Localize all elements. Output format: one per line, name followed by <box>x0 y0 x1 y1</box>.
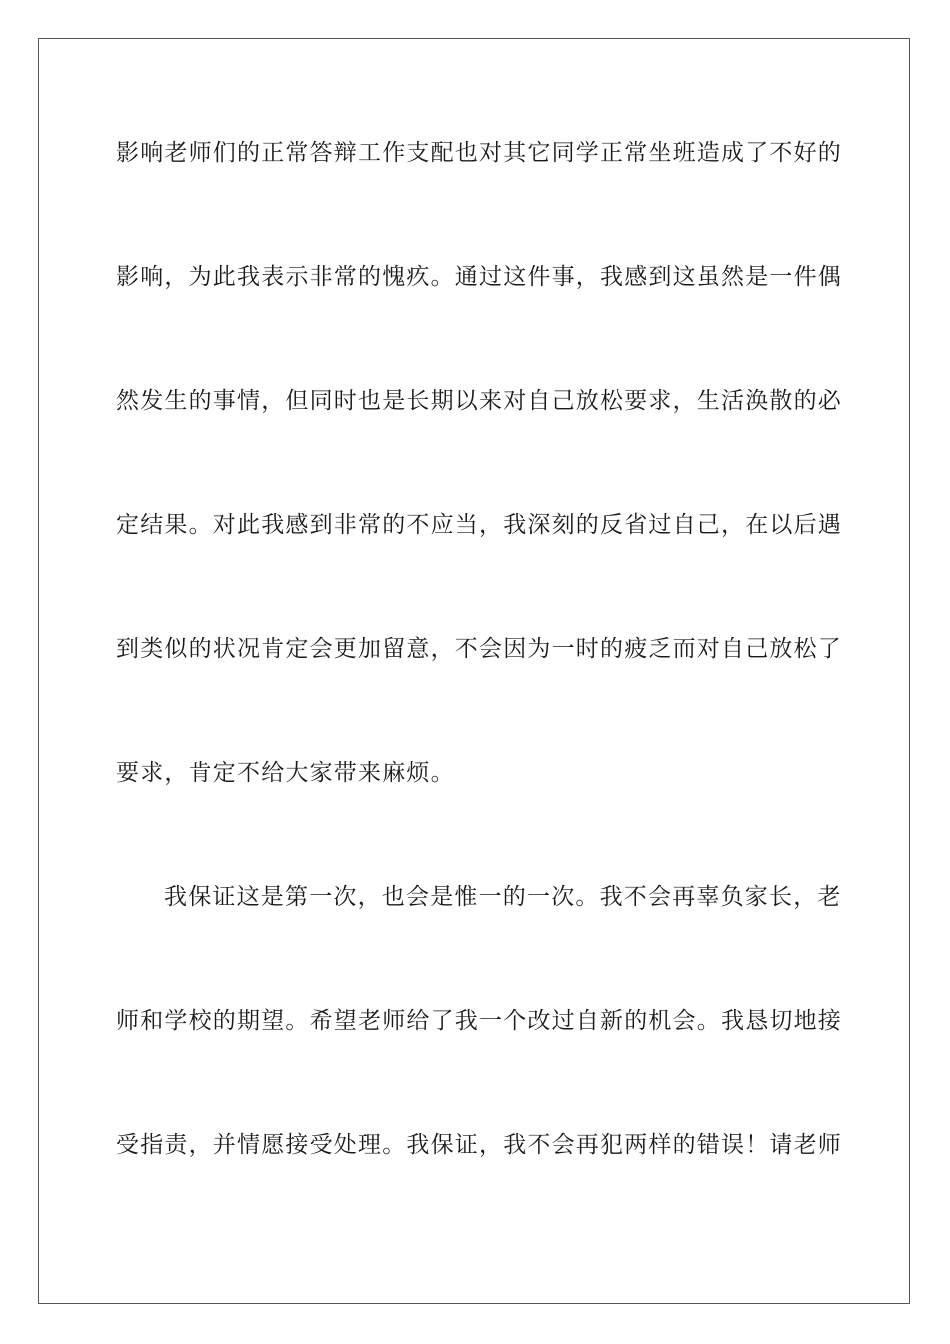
page-border <box>38 38 910 1304</box>
text-line-5: 到类似的状况肯定会更加留意，不会因为一时的疲乏而对自己放松了 <box>116 636 842 662</box>
text-line-7-paragraph-start: 我保证这是第一次，也会是惟一的一次。我不会再辜负家长，老 <box>164 884 842 910</box>
text-line-3: 然发生的事情，但同时也是长期以来对自己放松要求，生活涣散的必 <box>116 388 842 414</box>
text-line-2: 影响，为此我表示非常的愧疚。通过这件事，我感到这虽然是一件偶 <box>116 264 842 290</box>
text-line-4: 定结果。对此我感到非常的不应当，我深刻的反省过自己，在以后遇 <box>116 512 842 538</box>
text-line-1: 影响老师们的正常答辩工作支配也对其它同学正常坐班造成了不好的 <box>116 140 842 166</box>
text-line-6: 要求，肯定不给大家带来麻烦。 <box>116 760 455 786</box>
text-line-9: 受指责，并情愿接受处理。我保证，我不会再犯两样的错误！请老师 <box>116 1132 842 1158</box>
text-line-8: 师和学校的期望。希望老师给了我一个改过自新的机会。我恳切地接 <box>116 1008 842 1034</box>
